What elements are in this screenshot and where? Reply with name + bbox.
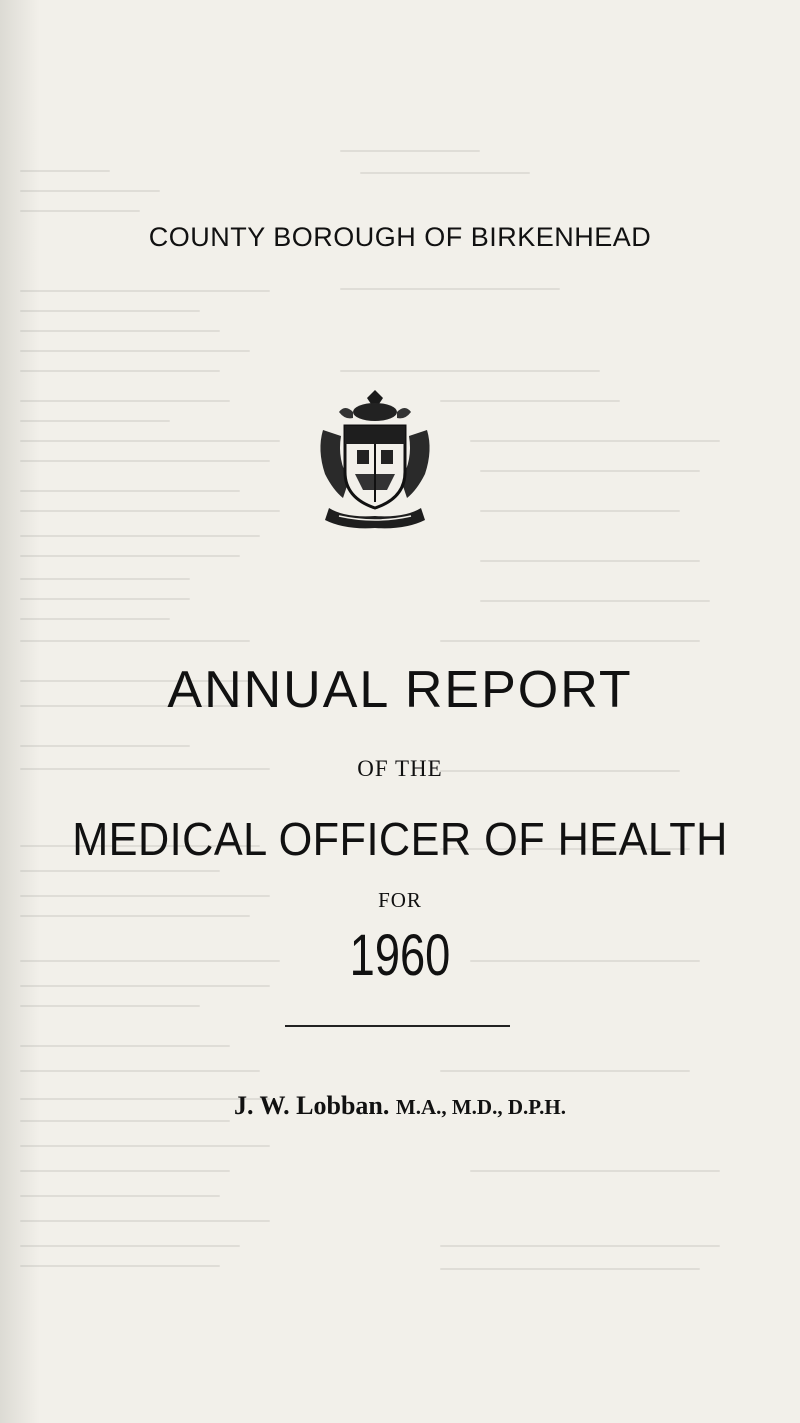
council-name: COUNTY BOROUGH OF BIRKENHEAD	[148, 222, 652, 252]
divider-rule	[285, 1025, 510, 1027]
borough-coat-of-arms-icon	[315, 390, 435, 530]
report-year: 1960	[349, 923, 451, 988]
for-line: FOR	[378, 888, 422, 912]
author-name: J. W. Lobban.	[234, 1091, 390, 1120]
report-title: ANNUAL REPORT	[167, 661, 633, 719]
author-qualifications: M.A., M.D., D.P.H.	[395, 1095, 566, 1119]
report-subtitle: MEDICAL OFFICER OF HEALTH	[72, 813, 728, 865]
author-line	[0, 1091, 800, 1121]
of-the-line: OF THE	[357, 756, 443, 781]
